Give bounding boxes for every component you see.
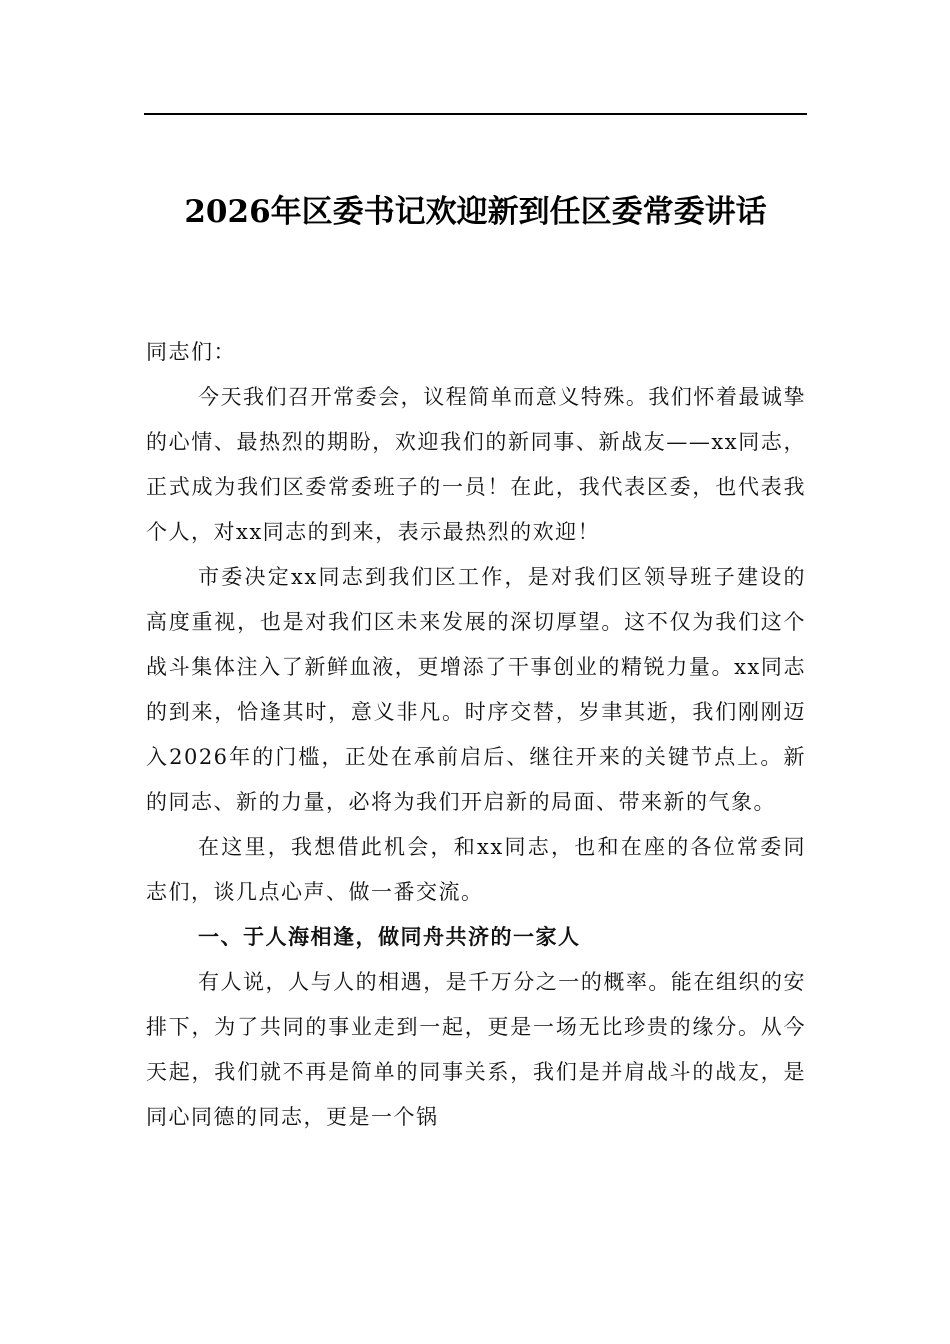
section-heading: 一、于人海相逢，做同舟共济的一家人 xyxy=(198,925,581,949)
paragraph-section-one: 有人说，人与人的相遇，是千万分之一的概率。能在组织的安排下，为了共同的事业走到一起，更是一场无比珍贵的缘分。从今天起，我们就不再是简单的同事关系，我们是并肩战斗的战友，是同心同德的同志，更是一个锅 xyxy=(146,970,806,1129)
header-rule xyxy=(144,113,807,115)
paragraph-welcome: 今天我们召开常委会，议程简单而意义特殊。我们怀着最诚挚的心情、最热烈的期盼，欢迎我们的新同事、新战友——xx同志，正式成为我们区委常委班子的一员！在此，我代表区委，也代表我个人，对xx同志的到来，表示最热烈的欢迎！ xyxy=(146,385,806,544)
paragraph-significance: 市委决定xx同志到我们区工作，是对我们区领导班子建设的高度重视，也是对我们区未来发展的深切厚望。这不仅为我们这个战斗集体注入了新鲜血液，更增添了干事创业的精锐力量。xx同志的到来，恰逢其时，意义非凡。时序交替，岁聿其逝，我们刚刚迈入2026年的门槛，正处在承前启后、继往开来的关键节点上。新的同志、新的力量，必将为我们开启新的局面、带来新的气象。 xyxy=(146,565,806,814)
greeting: 同志们： xyxy=(146,340,236,364)
paragraph-transition: 在这里，我想借此机会，和xx同志，也和在座的各位常委同志们，谈几点心声、做一番交流。 xyxy=(146,835,806,904)
document-title: 2026年区委书记欢迎新到任区委常委讲话 xyxy=(184,194,767,230)
document-body xyxy=(146,330,806,1140)
